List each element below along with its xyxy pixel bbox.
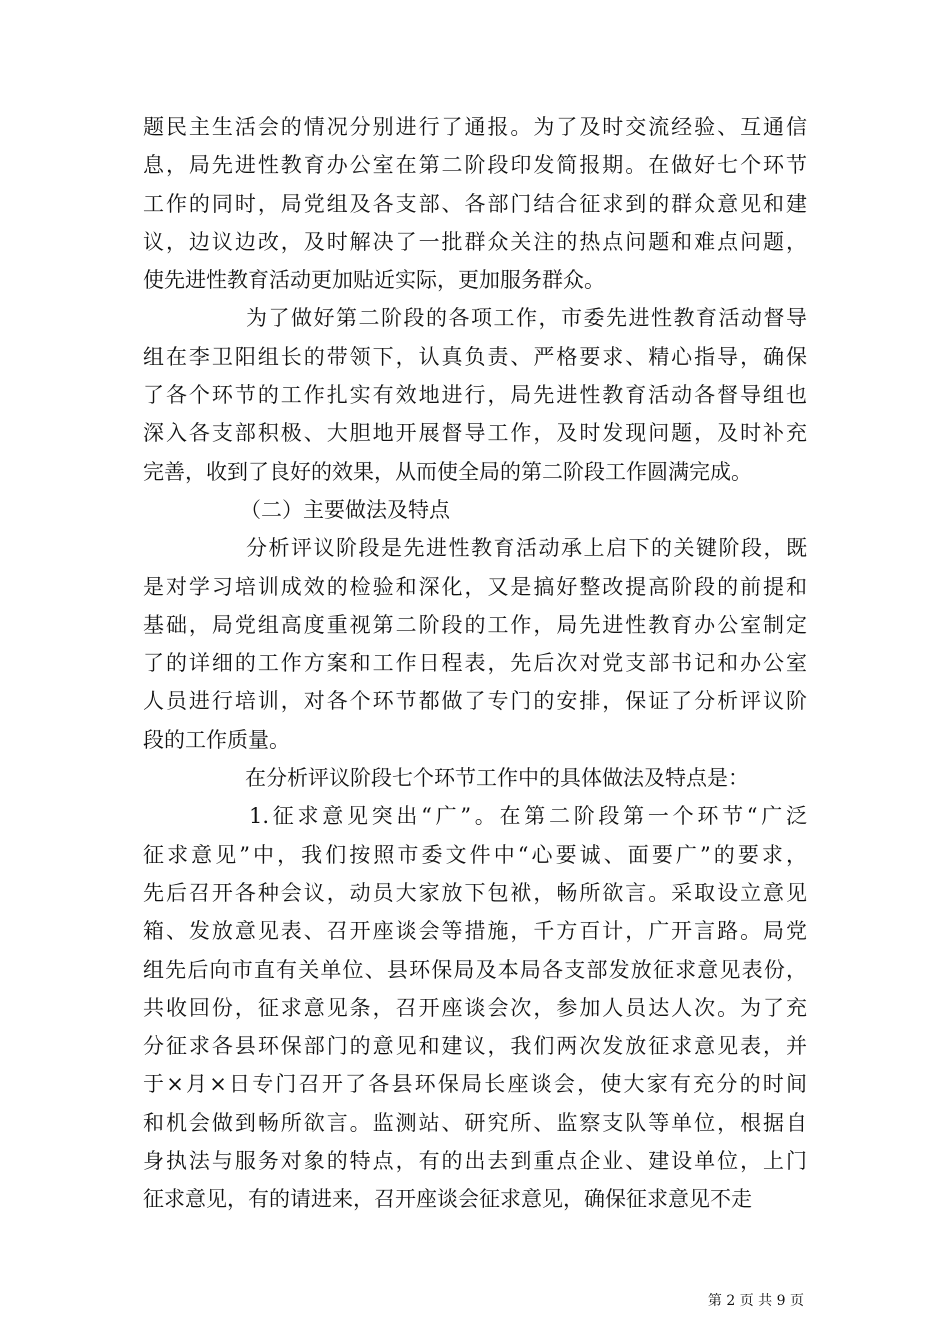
- text-line: 箱、发放意见表、召开座谈会等措施，千方百计，广开言路。局党: [143, 919, 807, 944]
- text-line: 是对学习培训成效的检验和深化，又是搞好整改提高阶段的前提和: [143, 574, 807, 599]
- paragraph-item-1: [143, 797, 807, 1218]
- text-line: 于×月×日专门召开了各县环保局长座谈会，使大家有充分的时间: [143, 1072, 807, 1097]
- text-line: 和机会做到畅所欲言。监测站、研究所、监察支队等单位，根据自: [143, 1110, 807, 1135]
- text-line: 了的详细的工作方案和工作日程表，先后次对党支部书记和办公室: [143, 651, 807, 676]
- page-number: 第 2 页 共 9 页: [707, 1293, 804, 1309]
- text-line: 分析评议阶段是先进性教育活动承上启下的关键阶段，既: [246, 536, 807, 561]
- text-line: （二）主要做法及特点: [240, 497, 450, 522]
- paragraph-continuation: [143, 108, 807, 299]
- text-line: 深入各支部积极、大胆地开展督导工作，及时发现问题，及时补充: [143, 421, 807, 446]
- text-line: 分征求各县环保部门的意见和建议，我们两次发放征求意见表，并: [143, 1034, 807, 1059]
- text-line: 征求意见，有的请进来，召开座谈会征求意见，确保征求意见不走: [143, 1187, 752, 1212]
- text-line: 题民主生活会的情况分别进行了通报。为了及时交流经验、互通信: [143, 115, 807, 139]
- text-line: 完善，收到了良好的效果，从而使全局的第二阶段工作圆满完成。: [143, 459, 752, 484]
- paragraph-analysis: [143, 529, 807, 759]
- text-line: 1.征求意见突出“广”。在第二阶段第一个环节“广泛: [249, 804, 807, 829]
- document-body: [143, 108, 807, 1219]
- text-line: 为了做好第二阶段的各项工作，市委先进性教育活动督导: [246, 306, 807, 331]
- paragraph-practices-intro: [143, 759, 807, 797]
- text-line: 段的工作质量。: [143, 727, 290, 752]
- text-line: 人员进行培训，对各个环节都做了专门的安排，保证了分析评议阶: [143, 689, 807, 714]
- text-line: 在分析评议阶段七个环节工作中的具体做法及特点是：: [245, 766, 749, 791]
- text-line: 组在李卫阳组长的带领下，认真负责、严格要求、精心指导，确保: [143, 344, 807, 369]
- text-line: 共收回份，征求意见条，召开座谈会次，参加人员达人次。为了充: [143, 995, 807, 1020]
- text-line: 征求意见”中，我们按照市委文件中“心要诚、面要广”的要求，: [143, 842, 807, 867]
- text-line: 组先后向市直有关单位、县环保局及本局各支部发放征求意见表份，: [143, 957, 807, 982]
- text-line: 议，边议边改，及时解决了一批群众关注的热点问题和难点问题，: [143, 229, 807, 254]
- paragraph-supervision: [143, 299, 807, 490]
- section-heading: [143, 491, 807, 529]
- text-line: 基础，局党组高度重视第二阶段的工作，局先进性教育办公室制定: [143, 612, 807, 637]
- text-line: 使先进性教育活动更加贴近实际，更加服务群众。: [143, 268, 605, 293]
- text-line: 息，局先进性教育办公室在第二阶段印发简报期。在做好七个环节: [143, 153, 807, 178]
- text-line: 先后召开各种会议，动员大家放下包袱，畅所欲言。采取设立意见: [143, 880, 807, 905]
- text-line: 工作的同时，局党组及各支部、各部门结合征求到的群众意见和建: [143, 191, 807, 216]
- text-line: 了各个环节的工作扎实有效地进行，局先进性教育活动各督导组也: [143, 383, 807, 408]
- text-line: 身执法与服务对象的特点，有的出去到重点企业、建设单位，上门: [143, 1149, 807, 1174]
